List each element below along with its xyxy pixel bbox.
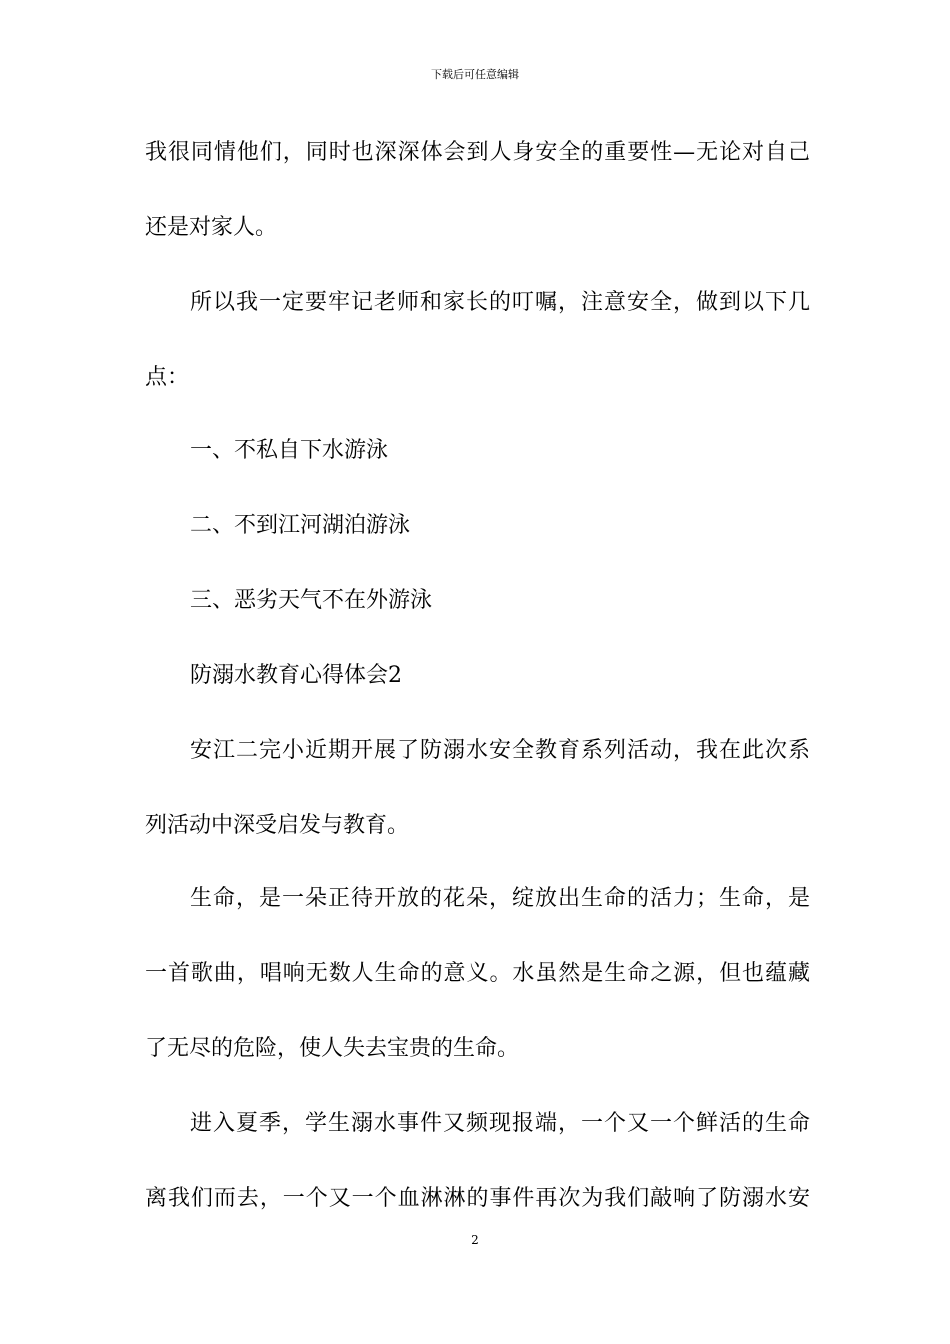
paragraph-line: 离我们而去，一个又一个血淋淋的事件再次为我们敲响了防溺水安	[145, 1186, 810, 1211]
paragraph-line: 还是对家人。	[145, 215, 278, 240]
paragraph-line: 了无尽的危险，使人失去宝贵的生命。	[145, 1036, 520, 1061]
paragraph-line: 我很同情他们，同时也深深体会到人身安全的重要性—无论对自己	[145, 140, 810, 165]
section-title: 防溺水教育心得体会2	[190, 663, 402, 688]
paragraph-line: 列活动中深受启发与教育。	[145, 813, 410, 838]
list-item: 三、恶劣天气不在外游泳	[190, 588, 433, 613]
paragraph-line: 进入夏季，学生溺水事件又频现报端，一个又一个鲜活的生命	[190, 1111, 810, 1136]
paragraph-line: 安江二完小近期开展了防溺水安全教育系列活动，我在此次系	[190, 738, 810, 763]
paragraph-line: 所以我一定要牢记老师和家长的叮嘱，注意安全，做到以下几	[190, 290, 810, 315]
paragraph-line: 一首歌曲，唱响无数人生命的意义。水虽然是生命之源，但也蕴藏	[145, 961, 810, 986]
list-item: 二、不到江河湖泊游泳	[190, 513, 411, 538]
page-number: 2	[471, 1233, 479, 1247]
paragraph-line: 点：	[145, 365, 190, 390]
paragraph-line: 生命，是一朵正待开放的花朵，绽放出生命的活力；生命，是	[190, 886, 810, 911]
page-header: 下载后可任意编辑	[431, 68, 519, 81]
list-item: 一、不私自下水游泳	[190, 438, 389, 463]
